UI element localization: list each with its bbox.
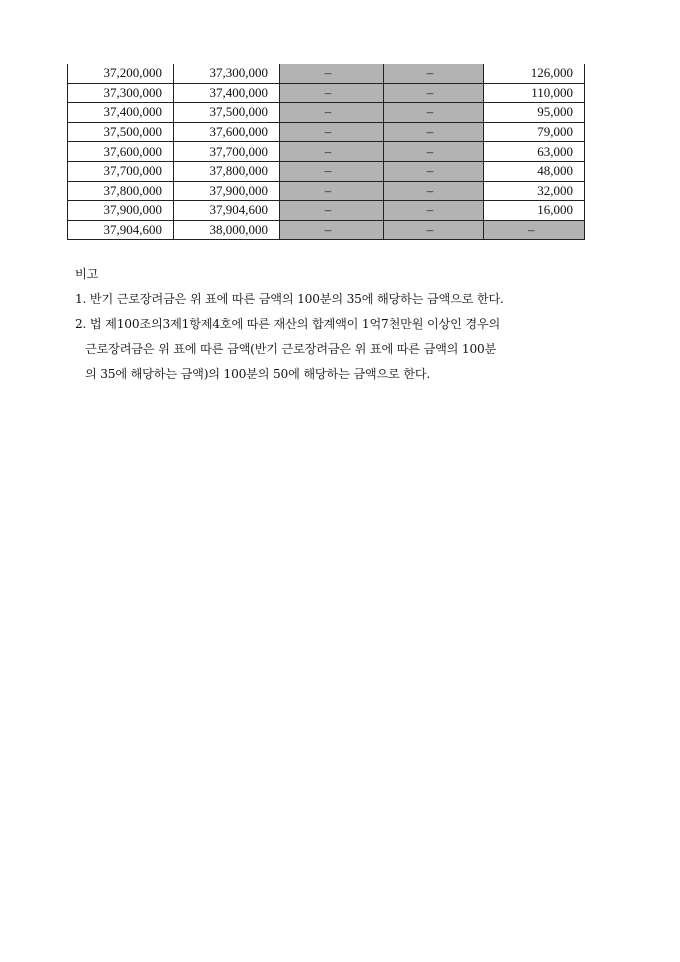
table-row: [68, 201, 585, 221]
dash-cell: –: [384, 83, 484, 103]
income-from-cell: 37,904,600: [68, 220, 174, 240]
amount-cell: 63,000: [484, 142, 585, 162]
income-to-cell: 37,300,000: [174, 64, 280, 83]
dash-cell: –: [384, 122, 484, 142]
dash-cell: –: [280, 83, 384, 103]
income-to-cell: 37,904,600: [174, 201, 280, 221]
income-to-cell: 37,400,000: [174, 83, 280, 103]
benefit-table: [67, 64, 585, 240]
income-from-cell: 37,300,000: [68, 83, 174, 103]
income-to-cell: 37,600,000: [174, 122, 280, 142]
income-to-cell: 38,000,000: [174, 220, 280, 240]
dash-cell: –: [280, 122, 384, 142]
amount-cell: 16,000: [484, 201, 585, 221]
remark-note-2-line-2: 근로장려금은 위 표에 따른 금액(반기 근로장려금은 위 표에 따른 금액의 100분: [85, 342, 497, 356]
table-row: [68, 122, 585, 142]
dash-cell: –: [280, 161, 384, 181]
dash-cell: –: [280, 181, 384, 201]
table-row: [68, 103, 585, 123]
income-from-cell: 37,500,000: [68, 122, 174, 142]
remark-note-2: [75, 312, 595, 387]
remark-note-2-line-3: 의 35에 해당하는 금액)의 100분의 50에 해당하는 금액으로 한다.: [85, 367, 431, 381]
income-from-cell: 37,600,000: [68, 142, 174, 162]
dash-cell: –: [280, 142, 384, 162]
dash-cell: –: [384, 220, 484, 240]
amount-cell-shaded: –: [484, 220, 585, 240]
income-from-cell: 37,200,000: [68, 64, 174, 83]
dash-cell: –: [384, 142, 484, 162]
dash-cell: –: [384, 201, 484, 221]
remark-note-2-line-1: 2. 법 제100조의3제1항제4호에 따른 재산의 합계액이 1억7천만원 이상인 경우의: [75, 317, 501, 331]
dash-cell: –: [280, 201, 384, 221]
amount-cell: 110,000: [484, 83, 585, 103]
dash-cell: –: [280, 103, 384, 123]
table-body: [68, 64, 585, 240]
amount-cell: 48,000: [484, 161, 585, 181]
income-to-cell: 37,500,000: [174, 103, 280, 123]
amount-cell: 32,000: [484, 181, 585, 201]
income-from-cell: 37,700,000: [68, 161, 174, 181]
amount-cell: 126,000: [484, 64, 585, 83]
income-to-cell: 37,700,000: [174, 142, 280, 162]
table-row: [68, 64, 585, 83]
dash-cell: –: [384, 181, 484, 201]
table-row: [68, 83, 585, 103]
table-row: [68, 142, 585, 162]
table-row: [68, 220, 585, 240]
amount-cell: 79,000: [484, 122, 585, 142]
remark-note-1: 1. 반기 근로장려금은 위 표에 따른 금액의 100분의 35에 해당하는 금액으로 한다.: [75, 292, 504, 306]
income-from-cell: 37,400,000: [68, 103, 174, 123]
remarks-section: [75, 262, 595, 387]
income-to-cell: 37,800,000: [174, 161, 280, 181]
dash-cell: –: [280, 64, 384, 83]
dash-cell: –: [384, 103, 484, 123]
table-row: [68, 161, 585, 181]
dash-cell: –: [384, 161, 484, 181]
amount-cell: 95,000: [484, 103, 585, 123]
dash-cell: –: [280, 220, 384, 240]
income-from-cell: 37,800,000: [68, 181, 174, 201]
income-to-cell: 37,900,000: [174, 181, 280, 201]
remarks-heading: 비고: [75, 267, 99, 281]
dash-cell: –: [384, 64, 484, 83]
table-row: [68, 181, 585, 201]
income-from-cell: 37,900,000: [68, 201, 174, 221]
benefit-table-container: [67, 64, 584, 240]
